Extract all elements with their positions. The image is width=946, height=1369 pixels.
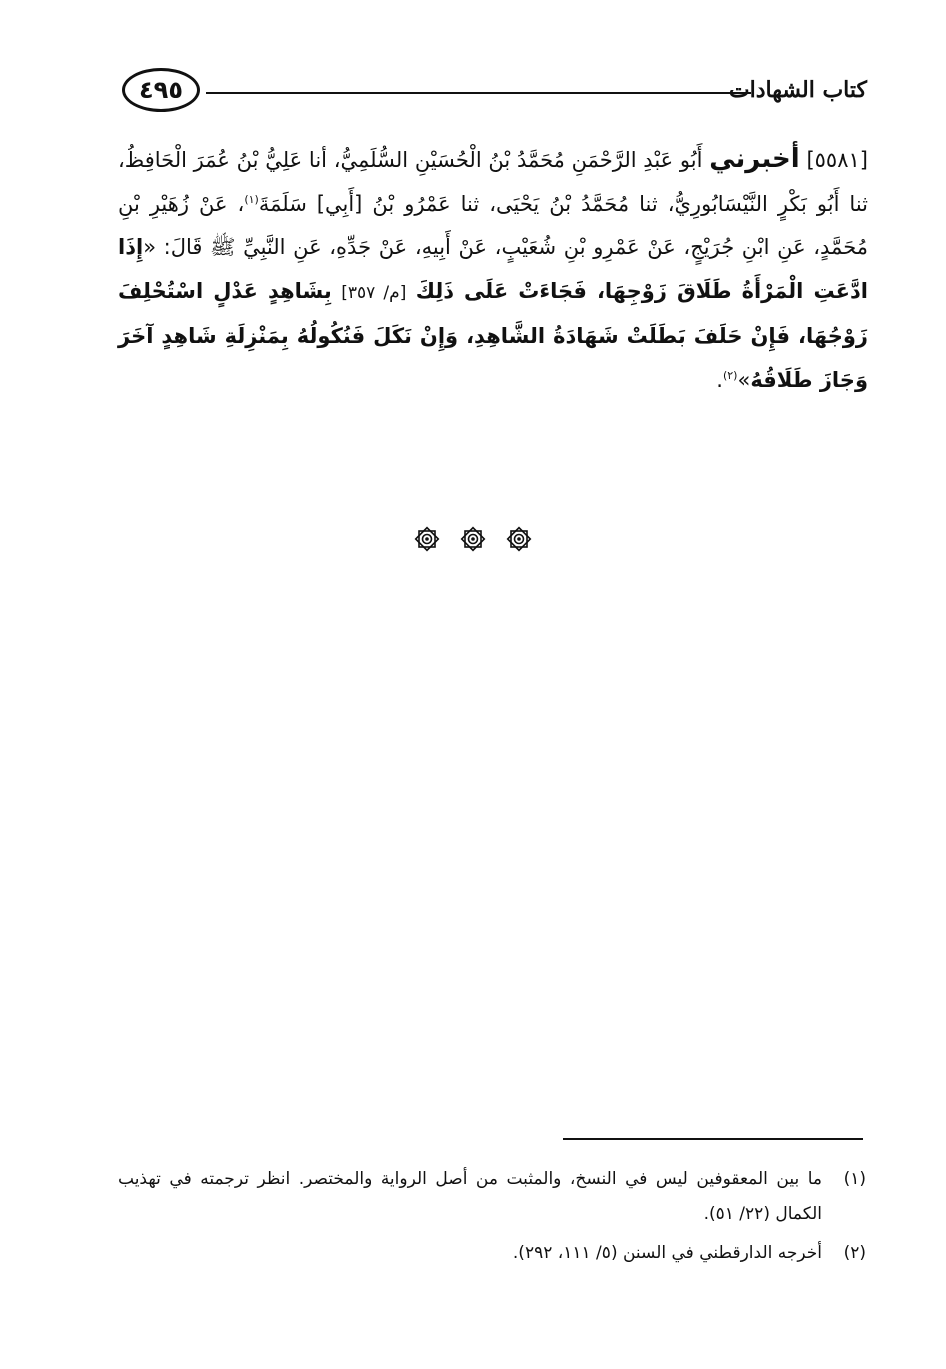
manuscript-reference: [م/ ٣٥٧] (341, 282, 407, 303)
book-title: كتاب الشهادات (728, 77, 867, 103)
footnote-ref-2[interactable]: (٢) (722, 368, 738, 382)
hadith-paragraph (118, 138, 868, 402)
isnad-continued: ، عَنْ زُهَيْرِ بْنِ مُحَمَّدٍ، عَنِ ابْنِ جُرَيْجٍ، عَنْ عَمْرِو بْنِ شُعَيْبٍ، عَنْ أَبِيهِ، عَنْ جَدِّهِ، عَنِ النَّبِيِّ ﷺ قَالَ: « (118, 191, 868, 259)
closing-quote: » (737, 367, 751, 392)
opening-word: أخبرني (709, 144, 800, 174)
star-ornament-icon (505, 525, 533, 553)
hadith-number: [٥٥٨١] (806, 148, 868, 172)
footnote-text: أخرجه الدارقطني في السنن (٥/ ١١١، ٢٩٢). (512, 1243, 822, 1263)
sentence-end: . (716, 367, 723, 392)
footnote-2 (118, 1236, 866, 1271)
page-number: ٤٩٥ (122, 68, 200, 112)
isnad-text: أَبُو عَبْدِ الرَّحْمَنِ مُحَمَّدُ بْنُ الْحُسَيْنِ السُّلَمِيُّ، أنا عَلِيُّ بْنُ عُمَرَ الْحَافِظُ، ثنا أَبُو بَكْرٍ النَّيْسَابُورِيُّ، ثنا مُحَمَّدُ بْنُ يَحْيَى، ثنا عَمْرُو بْنُ [أَبِي] سَلَمَةَ (118, 148, 868, 216)
header-rule (206, 92, 751, 94)
footnote-number: (٢) (843, 1243, 866, 1263)
footnotes (118, 1162, 866, 1275)
matn-part-2: بِشَاهِدٍ عَدْلٍ اسْتُحْلِفَ زَوْجُهَا، فَإِنْ حَلَفَ بَطَلَتْ شَهَادَةُ الشَّاهِدِ، وَإِنْ نَكَلَ فَنُكُولُهُ بِمَنْزِلَةِ شَاهِدٍ آخَرَ وَجَازَ طَلَاقُهُ (118, 278, 868, 392)
footnote-text: ما بين المعقوفين ليس في النسخ، والمثبت من أصل الرواية والمختصر. انظر ترجمته في تهذيب الكمال (٢٢/ ٥١). (118, 1169, 822, 1224)
footnote-ref-1[interactable]: (١) (244, 192, 259, 206)
footnote-1 (118, 1162, 866, 1232)
footnote-number: (١) (843, 1169, 866, 1189)
star-ornament-icon (459, 525, 487, 553)
page-header (122, 68, 867, 124)
footnote-separator (563, 1138, 863, 1140)
matn-part-1: إِذَا ادَّعَتِ الْمَرْأَةُ طَلَاقَ زَوْجِهَا، فَجَاءَتْ عَلَى ذَلِكَ (118, 235, 868, 303)
section-separator (413, 524, 533, 554)
star-ornament-icon (413, 525, 441, 553)
